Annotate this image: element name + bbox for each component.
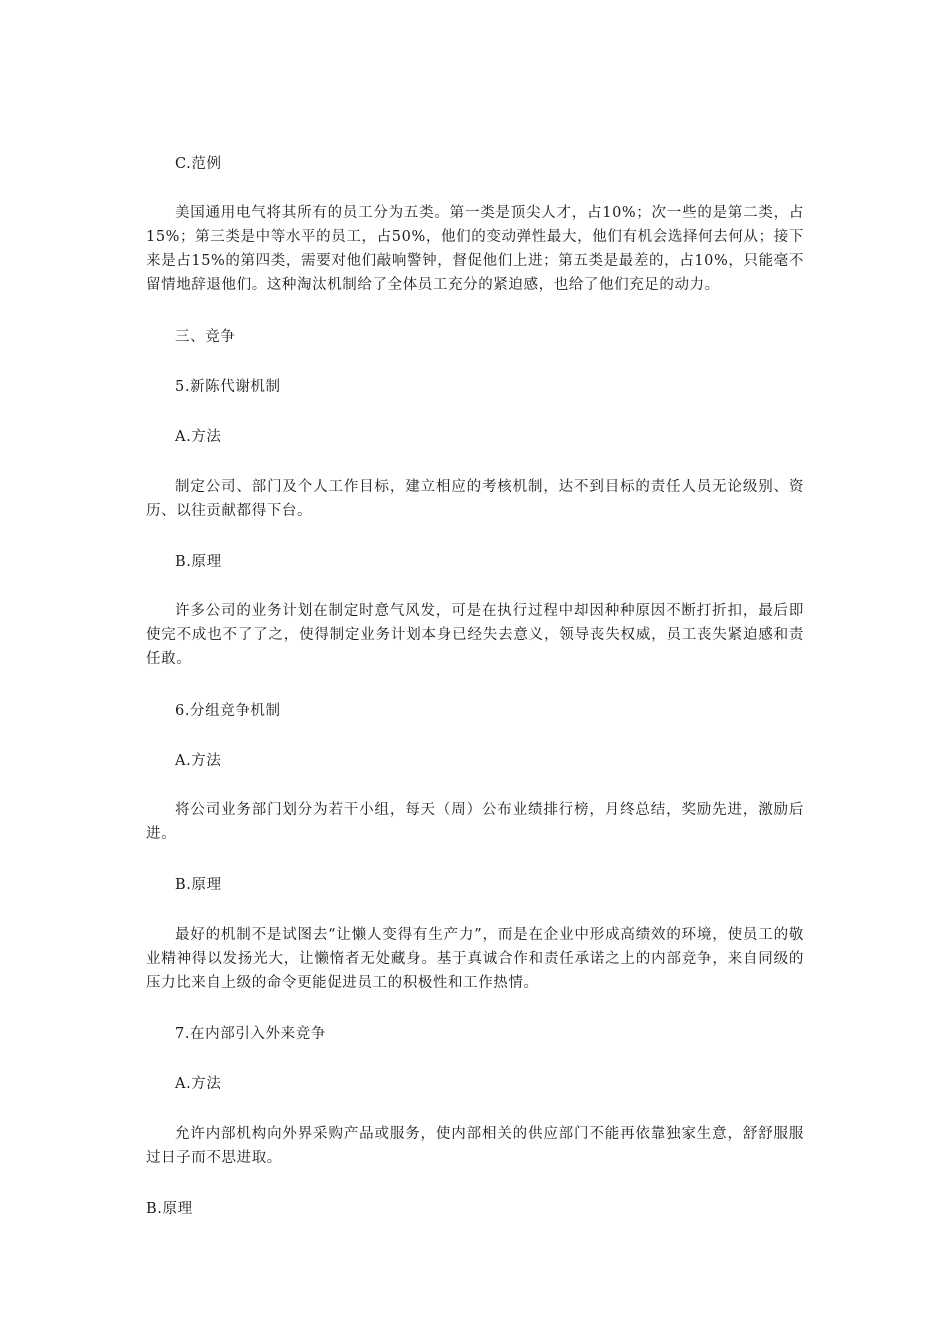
subheading-principle: B.原理	[175, 554, 222, 570]
section-heading-group-competition: 6.分组竞争机制	[175, 703, 281, 719]
subheading-method: A.方法	[175, 1076, 222, 1092]
paragraph-method-targets: 制定公司、部门及个人工作目标，建立相应的考核机制，达不到目标的责任人员无论级别、资历、以往贡献都得下台。	[146, 479, 804, 519]
paragraph-method-leaderboard: 将公司业务部门划分为若干小组，每天（周）公布业绩排行榜，月终总结，奖励先进，激励后进。	[146, 802, 804, 842]
section-heading-metabolism-mechanism: 5.新陈代谢机制	[175, 379, 281, 395]
paragraph-method-external-sourcing: 允许内部机构向外界采购产品或服务，使内部相关的供应部门不能再依靠独家生意，舒舒服服过日子而不思进取。	[146, 1126, 804, 1166]
subheading-principle: B.原理	[146, 1201, 193, 1217]
subheading-method: A.方法	[175, 429, 222, 445]
section-heading-example: C.范例	[175, 156, 222, 172]
paragraph-principle-high-performance: 最好的机制不是试图去“让懒人变得有生产力”，而是在企业中形成高绩效的环境，使员工的敬业精神得以发扬光大，让懒惰者无处藏身。基于真诚合作和责任承诺之上的内部竞争，来自同级的压力比来自上级的命令更能促进员工的积极性和工作热情。	[146, 927, 804, 991]
subheading-method: A.方法	[175, 753, 222, 769]
section-heading-external-competition: 7.在内部引入外来竞争	[175, 1026, 326, 1042]
paragraph-ge-classification: 美国通用电气将其所有的员工分为五类。第一类是顶尖人才，占10%；次一些的是第二类，占15%；第三类是中等水平的员工，占50%，他们的变动弹性最大，他们有机会选择何去何从；接下来是占15%的第四类，需要对他们敲响警钟，督促他们上进；第五类是最差的，占10%，只能毫不留情地辞退他们。这种淘汰机制给了全体员工充分的紧迫感，也给了他们充足的动力。	[146, 205, 804, 293]
paragraph-principle-business-plans: 许多公司的业务计划在制定时意气风发，可是在执行过程中却因种种原因不断打折扣，最后即使完不成也不了了之，使得制定业务计划本身已经失去意义，领导丧失权威，员工丧失紧迫感和责任敢。	[146, 603, 804, 667]
chapter-heading-competition: 三、竞争	[175, 329, 236, 345]
subheading-principle: B.原理	[175, 877, 222, 893]
